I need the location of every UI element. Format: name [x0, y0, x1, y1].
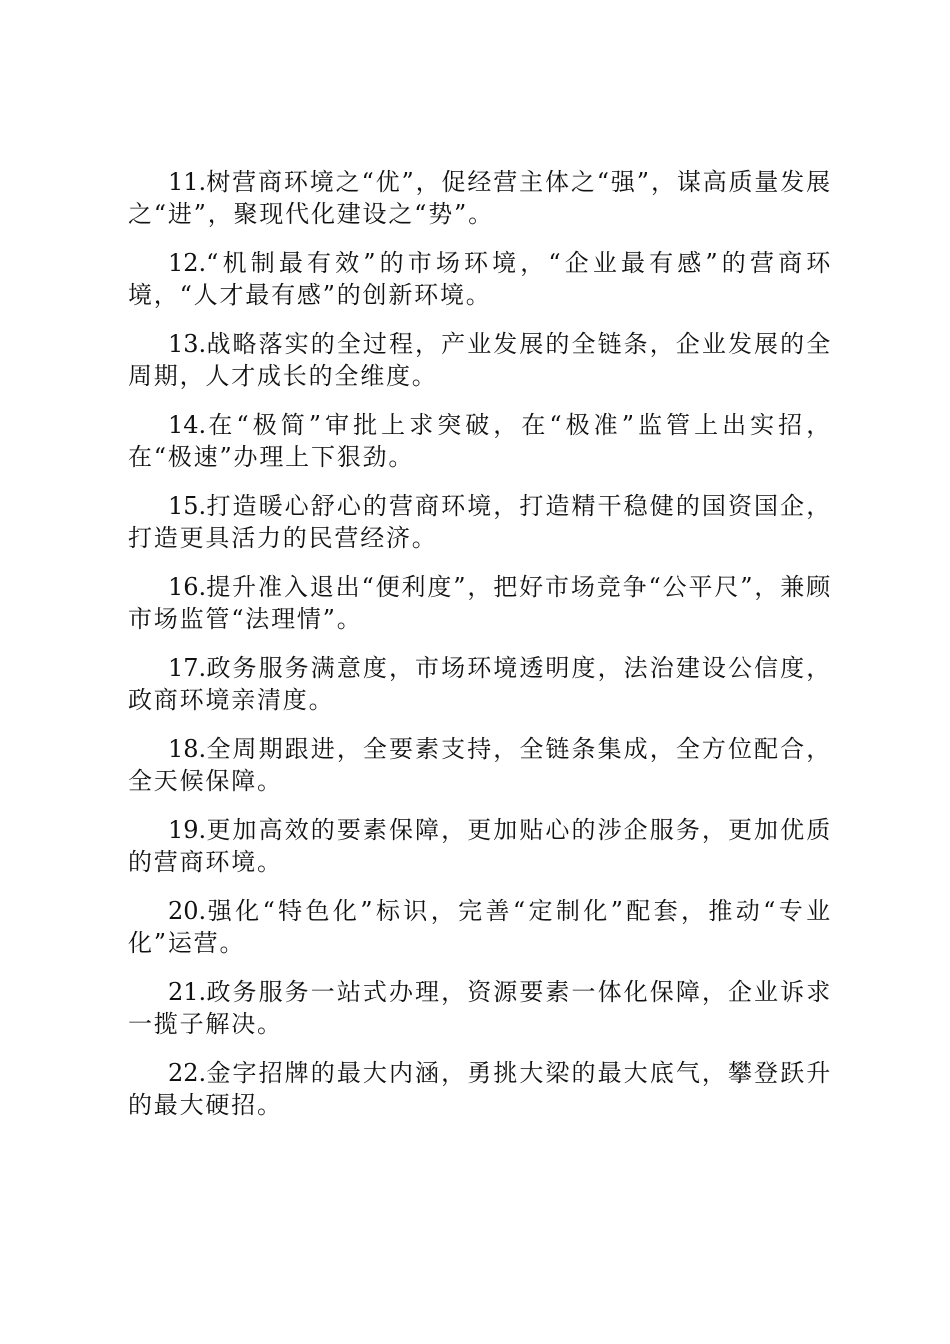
- item-number: 15.: [168, 492, 207, 520]
- item-number: 18.: [168, 735, 207, 763]
- document-body: [128, 166, 832, 1138]
- paragraph-16: [128, 571, 832, 635]
- paragraph-19: [128, 814, 832, 878]
- paragraph-15: [128, 490, 832, 554]
- paragraph-20: [128, 895, 832, 959]
- item-number: 11.: [168, 168, 207, 196]
- item-number: 20.: [168, 897, 207, 925]
- item-number: 21.: [168, 978, 207, 1006]
- item-text: “机制最有效”的市场环境，“企业最有感”的营商环境，“人才最有感”的创新环境。: [128, 249, 832, 309]
- paragraph-13: [128, 328, 832, 392]
- paragraph-17: [128, 652, 832, 716]
- paragraph-22: [128, 1057, 832, 1121]
- item-number: 12.: [168, 249, 207, 277]
- item-text: 更加高效的要素保障，更加贴心的涉企服务，更加优质的营商环境。: [128, 816, 832, 876]
- item-text: 金字招牌的最大内涵，勇挑大梁的最大底气，攀登跃升的最大硬招。: [128, 1059, 832, 1119]
- item-number: 17.: [168, 654, 207, 682]
- paragraph-21: [128, 976, 832, 1040]
- item-number: 13.: [168, 330, 207, 358]
- item-text: 政务服务满意度，市场环境透明度，法治建设公信度，政商环境亲清度。: [128, 654, 832, 714]
- item-number: 14.: [168, 411, 207, 439]
- item-text: 全周期跟进，全要素支持，全链条集成，全方位配合，全天候保障。: [128, 735, 832, 795]
- item-number: 19.: [168, 816, 207, 844]
- item-number: 16.: [168, 573, 207, 601]
- item-number: 22.: [168, 1059, 207, 1087]
- item-text: 政务服务一站式办理，资源要素一体化保障，企业诉求一揽子解决。: [128, 978, 832, 1038]
- item-text: 树营商环境之“优”，促经营主体之“强”，谋高质量发展之“进”，聚现代化建设之“势”。: [128, 168, 832, 228]
- item-text: 在“极简”审批上求突破，在“极准”监管上出实招，在“极速”办理上下狠劲。: [128, 411, 832, 471]
- paragraph-18: [128, 733, 832, 797]
- item-text: 提升准入退出“便利度”，把好市场竞争“公平尺”，兼顾市场监管“法理情”。: [128, 573, 832, 633]
- item-text: 战略落实的全过程，产业发展的全链条，企业发展的全周期，人才成长的全维度。: [128, 330, 832, 390]
- paragraph-12: [128, 247, 832, 311]
- item-text: 强化“特色化”标识，完善“定制化”配套，推动“专业化”运营。: [128, 897, 832, 957]
- item-text: 打造暖心舒心的营商环境，打造精干稳健的国资国企，打造更具活力的民营经济。: [128, 492, 832, 552]
- paragraph-14: [128, 409, 832, 473]
- paragraph-11: [128, 166, 832, 230]
